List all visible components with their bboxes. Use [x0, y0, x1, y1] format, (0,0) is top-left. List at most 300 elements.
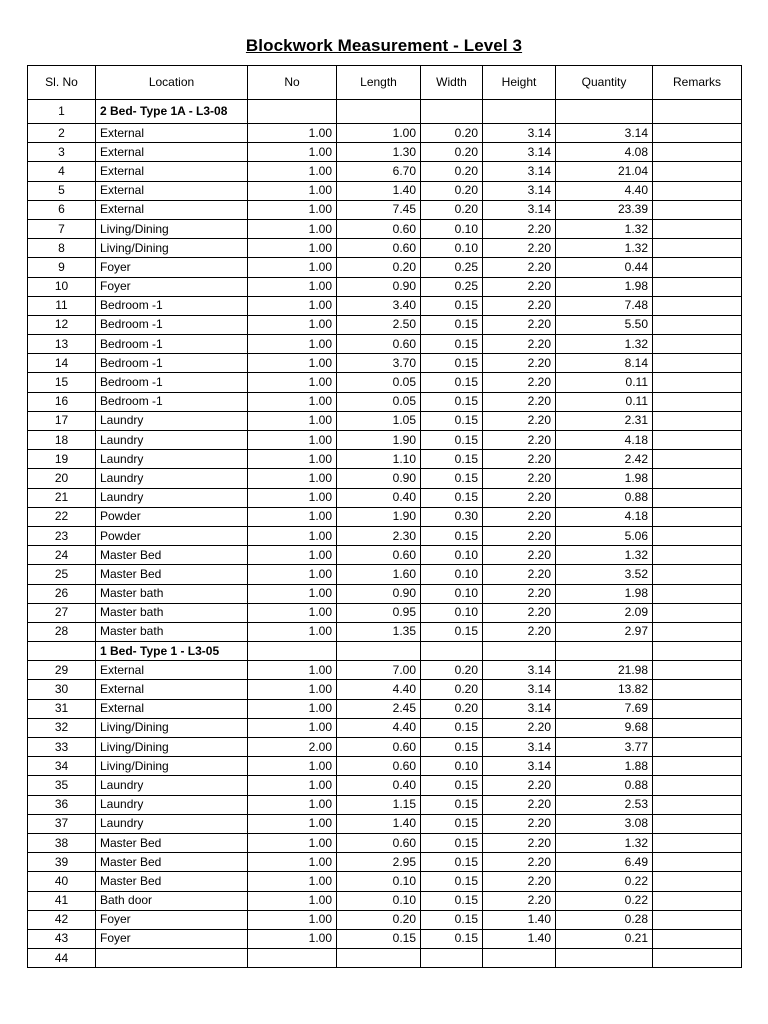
table-row — [28, 565, 742, 584]
cell-width: 0.15 — [421, 795, 483, 814]
cell-no: 1.00 — [248, 469, 337, 488]
cell-location: External — [96, 699, 248, 718]
cell-length: 0.05 — [337, 373, 421, 392]
cell-empty — [337, 100, 421, 124]
cell-empty — [556, 100, 653, 124]
cell-location: Laundry — [96, 488, 248, 507]
cell-height: 2.20 — [483, 469, 556, 488]
cell-remarks — [653, 488, 742, 507]
cell-remarks — [653, 738, 742, 757]
cell-length: 2.50 — [337, 315, 421, 334]
cell-quantity: 0.21 — [556, 929, 653, 948]
cell-remarks — [653, 469, 742, 488]
cell-remarks — [653, 411, 742, 430]
cell-width: 0.10 — [421, 757, 483, 776]
cell-length: 4.40 — [337, 718, 421, 737]
cell-height: 2.20 — [483, 450, 556, 469]
cell-remarks — [653, 891, 742, 910]
cell-height: 2.20 — [483, 546, 556, 565]
table-row — [28, 469, 742, 488]
cell-height: 2.20 — [483, 335, 556, 354]
cell-no: 1.00 — [248, 488, 337, 507]
cell-height: 2.20 — [483, 622, 556, 641]
cell-remarks — [653, 584, 742, 603]
cell-width: 0.20 — [421, 162, 483, 181]
cell-height: 3.14 — [483, 738, 556, 757]
cell-length: 4.40 — [337, 680, 421, 699]
cell-sl-no: 1 — [28, 100, 96, 124]
cell-width: 0.15 — [421, 488, 483, 507]
table-row — [28, 488, 742, 507]
cell-remarks — [653, 200, 742, 219]
cell-height: 2.20 — [483, 565, 556, 584]
cell-quantity: 0.28 — [556, 910, 653, 929]
table-row — [28, 143, 742, 162]
cell-height: 2.20 — [483, 258, 556, 277]
cell-location: Powder — [96, 526, 248, 545]
cell-no: 1.00 — [248, 450, 337, 469]
cell-remarks — [653, 565, 742, 584]
cell-sl-no: 29 — [28, 661, 96, 680]
cell-height: 2.20 — [483, 219, 556, 238]
cell-remarks — [653, 661, 742, 680]
cell-height: 2.20 — [483, 354, 556, 373]
cell-no: 1.00 — [248, 354, 337, 373]
cell-height: 3.14 — [483, 699, 556, 718]
cell-length: 0.15 — [337, 929, 421, 948]
cell-length: 0.60 — [337, 219, 421, 238]
table-row — [28, 354, 742, 373]
cell-location: External — [96, 661, 248, 680]
cell-height: 2.20 — [483, 795, 556, 814]
col-header-width: Width — [421, 66, 483, 100]
cell-width: 0.20 — [421, 124, 483, 143]
cell-width: 0.20 — [421, 200, 483, 219]
cell-no: 1.00 — [248, 200, 337, 219]
cell-width: 0.15 — [421, 891, 483, 910]
cell-no: 1.00 — [248, 219, 337, 238]
col-header-sl-no: Sl. No — [28, 66, 96, 100]
cell-no: 1.00 — [248, 718, 337, 737]
cell-length: 0.20 — [337, 910, 421, 929]
cell-length: 0.95 — [337, 603, 421, 622]
cell-width: 0.15 — [421, 431, 483, 450]
cell-quantity: 0.11 — [556, 373, 653, 392]
cell-length: 7.00 — [337, 661, 421, 680]
cell-quantity: 8.14 — [556, 354, 653, 373]
cell-empty — [653, 642, 742, 661]
cell-sl-no: 20 — [28, 469, 96, 488]
cell-no: 1.00 — [248, 853, 337, 872]
table-row — [28, 910, 742, 929]
cell-height: 2.20 — [483, 584, 556, 603]
cell-length: 2.95 — [337, 853, 421, 872]
cell-length: 6.70 — [337, 162, 421, 181]
cell-remarks — [653, 296, 742, 315]
cell-sl-no: 7 — [28, 219, 96, 238]
cell-location: Laundry — [96, 411, 248, 430]
cell-no: 1.00 — [248, 872, 337, 891]
cell-width: 0.10 — [421, 584, 483, 603]
cell-location: Foyer — [96, 910, 248, 929]
cell-sl-no — [28, 642, 96, 661]
cell-height: 2.20 — [483, 277, 556, 296]
cell-height: 2.20 — [483, 411, 556, 430]
cell-remarks — [653, 814, 742, 833]
cell-no: 1.00 — [248, 181, 337, 200]
cell-length: 1.10 — [337, 450, 421, 469]
cell-length: 1.05 — [337, 411, 421, 430]
cell-height: 2.20 — [483, 315, 556, 334]
cell-empty — [248, 100, 337, 124]
cell-remarks — [653, 335, 742, 354]
cell-quantity: 21.98 — [556, 661, 653, 680]
cell-sl-no: 15 — [28, 373, 96, 392]
cell-sl-no: 21 — [28, 488, 96, 507]
measurement-table — [27, 65, 742, 968]
cell-height: 2.20 — [483, 488, 556, 507]
cell-length: 1.90 — [337, 431, 421, 450]
cell-remarks — [653, 526, 742, 545]
cell-width: 0.15 — [421, 296, 483, 315]
cell-width: 0.15 — [421, 718, 483, 737]
cell-location: External — [96, 200, 248, 219]
cell-location: Foyer — [96, 277, 248, 296]
cell-quantity: 1.32 — [556, 239, 653, 258]
cell-remarks — [653, 680, 742, 699]
cell-length: 0.60 — [337, 335, 421, 354]
cell-location: Bedroom -1 — [96, 373, 248, 392]
cell-quantity: 0.11 — [556, 392, 653, 411]
cell-sl-no: 40 — [28, 872, 96, 891]
cell-length: 0.10 — [337, 891, 421, 910]
cell-no: 1.00 — [248, 162, 337, 181]
col-header-height: Height — [483, 66, 556, 100]
cell-sl-no: 2 — [28, 124, 96, 143]
cell-length — [337, 949, 421, 968]
table-row — [28, 526, 742, 545]
cell-length: 0.60 — [337, 239, 421, 258]
cell-quantity: 6.49 — [556, 853, 653, 872]
cell-no: 1.00 — [248, 680, 337, 699]
cell-remarks — [653, 315, 742, 334]
cell-no: 1.00 — [248, 335, 337, 354]
col-header-remarks: Remarks — [653, 66, 742, 100]
cell-quantity: 3.77 — [556, 738, 653, 757]
table-row — [28, 584, 742, 603]
cell-remarks — [653, 392, 742, 411]
cell-no: 1.00 — [248, 239, 337, 258]
table-row — [28, 335, 742, 354]
cell-height: 2.20 — [483, 431, 556, 450]
cell-remarks — [653, 622, 742, 641]
table-row — [28, 411, 742, 430]
cell-location: Bedroom -1 — [96, 315, 248, 334]
cell-location: Living/Dining — [96, 738, 248, 757]
cell-height: 3.14 — [483, 200, 556, 219]
cell-location: Living/Dining — [96, 757, 248, 776]
cell-location: Bedroom -1 — [96, 296, 248, 315]
cell-no: 1.00 — [248, 565, 337, 584]
cell-sl-no: 12 — [28, 315, 96, 334]
cell-location: Master Bed — [96, 565, 248, 584]
table-row — [28, 833, 742, 852]
col-header-length: Length — [337, 66, 421, 100]
cell-height: 2.20 — [483, 526, 556, 545]
cell-length: 0.40 — [337, 488, 421, 507]
table-row — [28, 795, 742, 814]
cell-no: 1.00 — [248, 373, 337, 392]
cell-no: 1.00 — [248, 584, 337, 603]
table-row — [28, 718, 742, 737]
cell-no: 1.00 — [248, 315, 337, 334]
cell-sl-no: 25 — [28, 565, 96, 584]
cell-quantity: 4.40 — [556, 181, 653, 200]
cell-location: Living/Dining — [96, 239, 248, 258]
cell-width: 0.10 — [421, 565, 483, 584]
table-row — [28, 853, 742, 872]
cell-quantity: 3.52 — [556, 565, 653, 584]
table-row — [28, 622, 742, 641]
cell-width: 0.15 — [421, 354, 483, 373]
table-row — [28, 891, 742, 910]
cell-sl-no: 31 — [28, 699, 96, 718]
cell-no: 1.00 — [248, 124, 337, 143]
cell-height: 3.14 — [483, 680, 556, 699]
cell-empty — [421, 642, 483, 661]
cell-location: Master bath — [96, 603, 248, 622]
cell-quantity: 1.32 — [556, 833, 653, 852]
cell-no: 1.00 — [248, 546, 337, 565]
cell-remarks — [653, 910, 742, 929]
cell-location: Laundry — [96, 776, 248, 795]
cell-height: 2.20 — [483, 603, 556, 622]
cell-width: 0.15 — [421, 833, 483, 852]
cell-length: 3.70 — [337, 354, 421, 373]
cell-quantity: 5.06 — [556, 526, 653, 545]
cell-width: 0.15 — [421, 526, 483, 545]
cell-length: 0.90 — [337, 469, 421, 488]
cell-height: 2.20 — [483, 507, 556, 526]
cell-width: 0.10 — [421, 603, 483, 622]
cell-height: 3.14 — [483, 162, 556, 181]
cell-quantity: 9.68 — [556, 718, 653, 737]
cell-remarks — [653, 699, 742, 718]
cell-sl-no: 26 — [28, 584, 96, 603]
cell-remarks — [653, 833, 742, 852]
table-row — [28, 200, 742, 219]
cell-sl-no: 14 — [28, 354, 96, 373]
cell-remarks — [653, 776, 742, 795]
cell-height: 2.20 — [483, 872, 556, 891]
cell-sl-no: 43 — [28, 929, 96, 948]
cell-no: 1.00 — [248, 507, 337, 526]
cell-no: 1.00 — [248, 661, 337, 680]
cell-location: External — [96, 162, 248, 181]
cell-quantity: 7.48 — [556, 296, 653, 315]
cell-width: 0.30 — [421, 507, 483, 526]
cell-width: 0.15 — [421, 411, 483, 430]
cell-length: 0.60 — [337, 546, 421, 565]
cell-length: 1.90 — [337, 507, 421, 526]
cell-height: 3.14 — [483, 181, 556, 200]
cell-no: 2.00 — [248, 738, 337, 757]
cell-height: 2.20 — [483, 392, 556, 411]
cell-no: 1.00 — [248, 795, 337, 814]
cell-height: 3.14 — [483, 757, 556, 776]
cell-quantity: 4.08 — [556, 143, 653, 162]
cell-location: Living/Dining — [96, 219, 248, 238]
cell-width: 0.15 — [421, 392, 483, 411]
cell-location: Living/Dining — [96, 718, 248, 737]
cell-length: 1.35 — [337, 622, 421, 641]
cell-quantity: 0.22 — [556, 872, 653, 891]
cell-quantity: 3.14 — [556, 124, 653, 143]
cell-sl-no: 37 — [28, 814, 96, 833]
cell-quantity: 0.88 — [556, 488, 653, 507]
cell-sl-no: 41 — [28, 891, 96, 910]
cell-no: 1.00 — [248, 143, 337, 162]
group-label: 1 Bed- Type 1 - L3-05 — [96, 642, 248, 661]
cell-width: 0.15 — [421, 872, 483, 891]
cell-length: 0.40 — [337, 776, 421, 795]
cell-quantity: 1.32 — [556, 546, 653, 565]
cell-location: Laundry — [96, 450, 248, 469]
cell-width: 0.15 — [421, 450, 483, 469]
cell-remarks — [653, 853, 742, 872]
col-header-location: Location — [96, 66, 248, 100]
cell-remarks — [653, 239, 742, 258]
cell-height: 3.14 — [483, 143, 556, 162]
cell-remarks — [653, 143, 742, 162]
table-row — [28, 124, 742, 143]
cell-width: 0.20 — [421, 181, 483, 200]
cell-quantity: 1.32 — [556, 335, 653, 354]
cell-remarks — [653, 181, 742, 200]
cell-location: External — [96, 143, 248, 162]
table-row — [28, 872, 742, 891]
cell-length: 1.00 — [337, 124, 421, 143]
cell-height: 2.20 — [483, 814, 556, 833]
table-row — [28, 546, 742, 565]
cell-remarks — [653, 219, 742, 238]
cell-sl-no: 30 — [28, 680, 96, 699]
cell-quantity: 23.39 — [556, 200, 653, 219]
table-row — [28, 699, 742, 718]
cell-width: 0.10 — [421, 219, 483, 238]
table-row — [28, 277, 742, 296]
cell-remarks — [653, 507, 742, 526]
cell-width: 0.25 — [421, 277, 483, 296]
cell-remarks — [653, 603, 742, 622]
cell-height: 2.20 — [483, 853, 556, 872]
cell-length: 0.20 — [337, 258, 421, 277]
cell-sl-no: 4 — [28, 162, 96, 181]
cell-remarks — [653, 354, 742, 373]
col-header-quantity: Quantity — [556, 66, 653, 100]
cell-width: 0.20 — [421, 143, 483, 162]
cell-width: 0.20 — [421, 699, 483, 718]
table-body — [28, 100, 742, 968]
cell-quantity: 1.98 — [556, 277, 653, 296]
cell-no: 1.00 — [248, 833, 337, 852]
cell-empty — [556, 642, 653, 661]
cell-sl-no: 9 — [28, 258, 96, 277]
cell-height: 1.40 — [483, 910, 556, 929]
cell-no — [248, 949, 337, 968]
table-row — [28, 949, 742, 968]
table-row — [28, 296, 742, 315]
cell-height: 2.20 — [483, 296, 556, 315]
cell-height: 3.14 — [483, 124, 556, 143]
table-row — [28, 219, 742, 238]
cell-quantity: 2.31 — [556, 411, 653, 430]
table-row — [28, 929, 742, 948]
cell-length: 0.05 — [337, 392, 421, 411]
cell-sl-no: 33 — [28, 738, 96, 757]
cell-quantity: 2.53 — [556, 795, 653, 814]
cell-remarks — [653, 718, 742, 737]
cell-height: 2.20 — [483, 833, 556, 852]
cell-quantity: 4.18 — [556, 507, 653, 526]
cell-sl-no: 22 — [28, 507, 96, 526]
cell-quantity: 0.44 — [556, 258, 653, 277]
cell-location: Powder — [96, 507, 248, 526]
cell-location: Laundry — [96, 469, 248, 488]
cell-width: 0.15 — [421, 373, 483, 392]
cell-empty — [483, 100, 556, 124]
cell-location: External — [96, 124, 248, 143]
cell-length: 0.60 — [337, 833, 421, 852]
table-header-row — [28, 66, 742, 100]
cell-sl-no: 38 — [28, 833, 96, 852]
cell-sl-no: 36 — [28, 795, 96, 814]
cell-height: 1.40 — [483, 929, 556, 948]
cell-location: External — [96, 181, 248, 200]
cell-sl-no: 19 — [28, 450, 96, 469]
cell-height: 2.20 — [483, 239, 556, 258]
cell-length: 0.90 — [337, 584, 421, 603]
cell-no: 1.00 — [248, 392, 337, 411]
cell-no: 1.00 — [248, 411, 337, 430]
cell-width — [421, 949, 483, 968]
cell-width: 0.10 — [421, 546, 483, 565]
cell-location: Laundry — [96, 431, 248, 450]
cell-no: 1.00 — [248, 814, 337, 833]
cell-location: Master Bed — [96, 853, 248, 872]
cell-sl-no: 11 — [28, 296, 96, 315]
cell-width: 0.15 — [421, 776, 483, 795]
cell-no: 1.00 — [248, 699, 337, 718]
cell-location: Bedroom -1 — [96, 392, 248, 411]
cell-length: 1.60 — [337, 565, 421, 584]
cell-length: 2.45 — [337, 699, 421, 718]
cell-no: 1.00 — [248, 277, 337, 296]
table-row — [28, 507, 742, 526]
cell-no: 1.00 — [248, 891, 337, 910]
cell-height: 2.20 — [483, 373, 556, 392]
cell-location: Master Bed — [96, 546, 248, 565]
cell-length: 0.90 — [337, 277, 421, 296]
cell-height: 2.20 — [483, 718, 556, 737]
cell-sl-no: 3 — [28, 143, 96, 162]
cell-location: Bedroom -1 — [96, 354, 248, 373]
cell-no: 1.00 — [248, 776, 337, 795]
table-row — [28, 392, 742, 411]
cell-location: Master bath — [96, 622, 248, 641]
cell-length: 1.30 — [337, 143, 421, 162]
cell-quantity: 1.32 — [556, 219, 653, 238]
